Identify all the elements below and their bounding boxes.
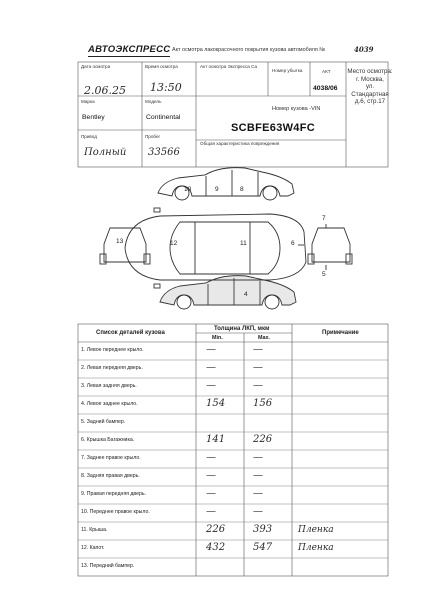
table-row-min: — <box>206 452 216 463</box>
table-row-max: — <box>253 506 263 517</box>
zone-label-7: 7 <box>322 215 326 222</box>
order-label: Номер убытка <box>272 68 303 73</box>
table-header-min: Min. <box>212 335 223 341</box>
place-line-3: д.6, стр.17 <box>354 98 386 105</box>
table-row-max: 156 <box>253 398 273 409</box>
act-value: 4038/06 <box>313 85 338 92</box>
time-value: 13:50 <box>150 81 182 94</box>
zone-label-9: 9 <box>215 186 219 193</box>
table-header-thickness: Толщина ЛКП, мкм <box>214 326 270 332</box>
table-header-max: Max. <box>258 335 270 341</box>
table-row-part-name: 5. Задний бампер. <box>81 419 126 425</box>
document-number: 4039 <box>354 45 374 54</box>
mileage-value: 33566 <box>148 147 180 158</box>
table-row-part-name: 1. Левое переднее крыло. <box>81 347 144 353</box>
table-row-part-name: 10. Переднее правое крыло. <box>81 509 150 515</box>
table-header-parts: Список деталей кузова <box>96 330 165 336</box>
zone-label-13: 13 <box>116 238 124 245</box>
table-row-min: 432 <box>206 542 226 553</box>
mileage-label: Пробег <box>145 134 161 139</box>
table-row-min: 141 <box>206 434 226 445</box>
table-row-part-name: 11. Крыша. <box>81 527 108 533</box>
table-row-max: 547 <box>253 542 273 553</box>
table-row-max: — <box>253 470 263 481</box>
table-row-max: — <box>253 488 263 499</box>
table-row-part-name: 7. Заднее правое крыло. <box>81 455 141 461</box>
table-row-min: — <box>206 488 216 499</box>
table-row-max: — <box>253 380 263 391</box>
date-label: Дата осмотра <box>81 64 111 69</box>
table-row-part-name: 2. Левая передняя дверь. <box>81 365 143 371</box>
zone-label-11: 11 <box>240 240 247 247</box>
table-header-note: Примечание <box>322 330 359 336</box>
table-row-min: — <box>206 380 216 391</box>
table-row-part-name: 3. Левая задняя дверь. <box>81 383 137 389</box>
table-row-max: — <box>253 344 263 355</box>
place-line-1: г. Москва, <box>356 75 384 83</box>
model-value: Continental <box>146 114 181 121</box>
vin-check-label: Акт осмотра Экспресса Са <box>200 64 258 69</box>
table-row-part-name: 9. Правая передняя дверь. <box>81 491 147 497</box>
zone-label-6: 6 <box>291 240 295 247</box>
drive-value: Полный <box>84 147 127 158</box>
table-row-min: 154 <box>206 398 226 409</box>
table-row-max: 226 <box>253 434 273 445</box>
place-line-2: ул. Стандартная <box>351 83 389 98</box>
table-row-min: — <box>206 344 216 355</box>
table-row-note: Пленка <box>298 543 334 553</box>
zone-label-10: 10 <box>184 186 192 193</box>
table-row-min: — <box>206 470 216 481</box>
time-label: Время осмотра <box>145 64 178 69</box>
zone-label-5: 5 <box>322 271 326 278</box>
damage-label: Общая характеристика повреждения <box>200 141 280 146</box>
act-label: АКТ <box>322 69 331 74</box>
table-row-max: — <box>253 362 263 373</box>
zone-label-12: 12 <box>170 240 178 247</box>
drive-label: Привод <box>81 134 97 139</box>
date-value: 2.06.25 <box>84 84 126 97</box>
brand-value: Bentley <box>82 114 105 121</box>
table-row-part-name: 12. Капот. <box>81 545 105 551</box>
zone-label-4: 4 <box>244 291 248 298</box>
document-title: Акт осмотра лакокрасочного покрытия кузова автомобиля № <box>172 47 326 53</box>
zone-label-8: 8 <box>240 186 244 193</box>
table-row-min: — <box>206 362 216 373</box>
place-label: Место осмотра: <box>347 68 393 75</box>
company-logo: АВТОЭКСПРЕСС <box>88 44 171 55</box>
table-row-part-name: 6. Крышка Багажника. <box>81 437 135 443</box>
table-row-part-name: 13. Передний бампер. <box>81 563 135 569</box>
table-row-part-name: 4. Левое заднее крыло. <box>81 401 138 407</box>
table-row-max: — <box>253 452 263 463</box>
brand-label: Марка <box>81 99 95 104</box>
vin-label: Номер кузова -VIN <box>272 106 321 112</box>
model-label: Модель <box>145 99 162 104</box>
table-row-min: — <box>206 506 216 517</box>
table-row-part-name: 8. Задняя правая дверь. <box>81 473 140 479</box>
table-row-max: 393 <box>253 524 273 535</box>
table-row-min: 226 <box>206 524 226 535</box>
vin-value: SCBFE63W4FC <box>231 122 315 134</box>
table-row-note: Пленка <box>298 525 334 535</box>
